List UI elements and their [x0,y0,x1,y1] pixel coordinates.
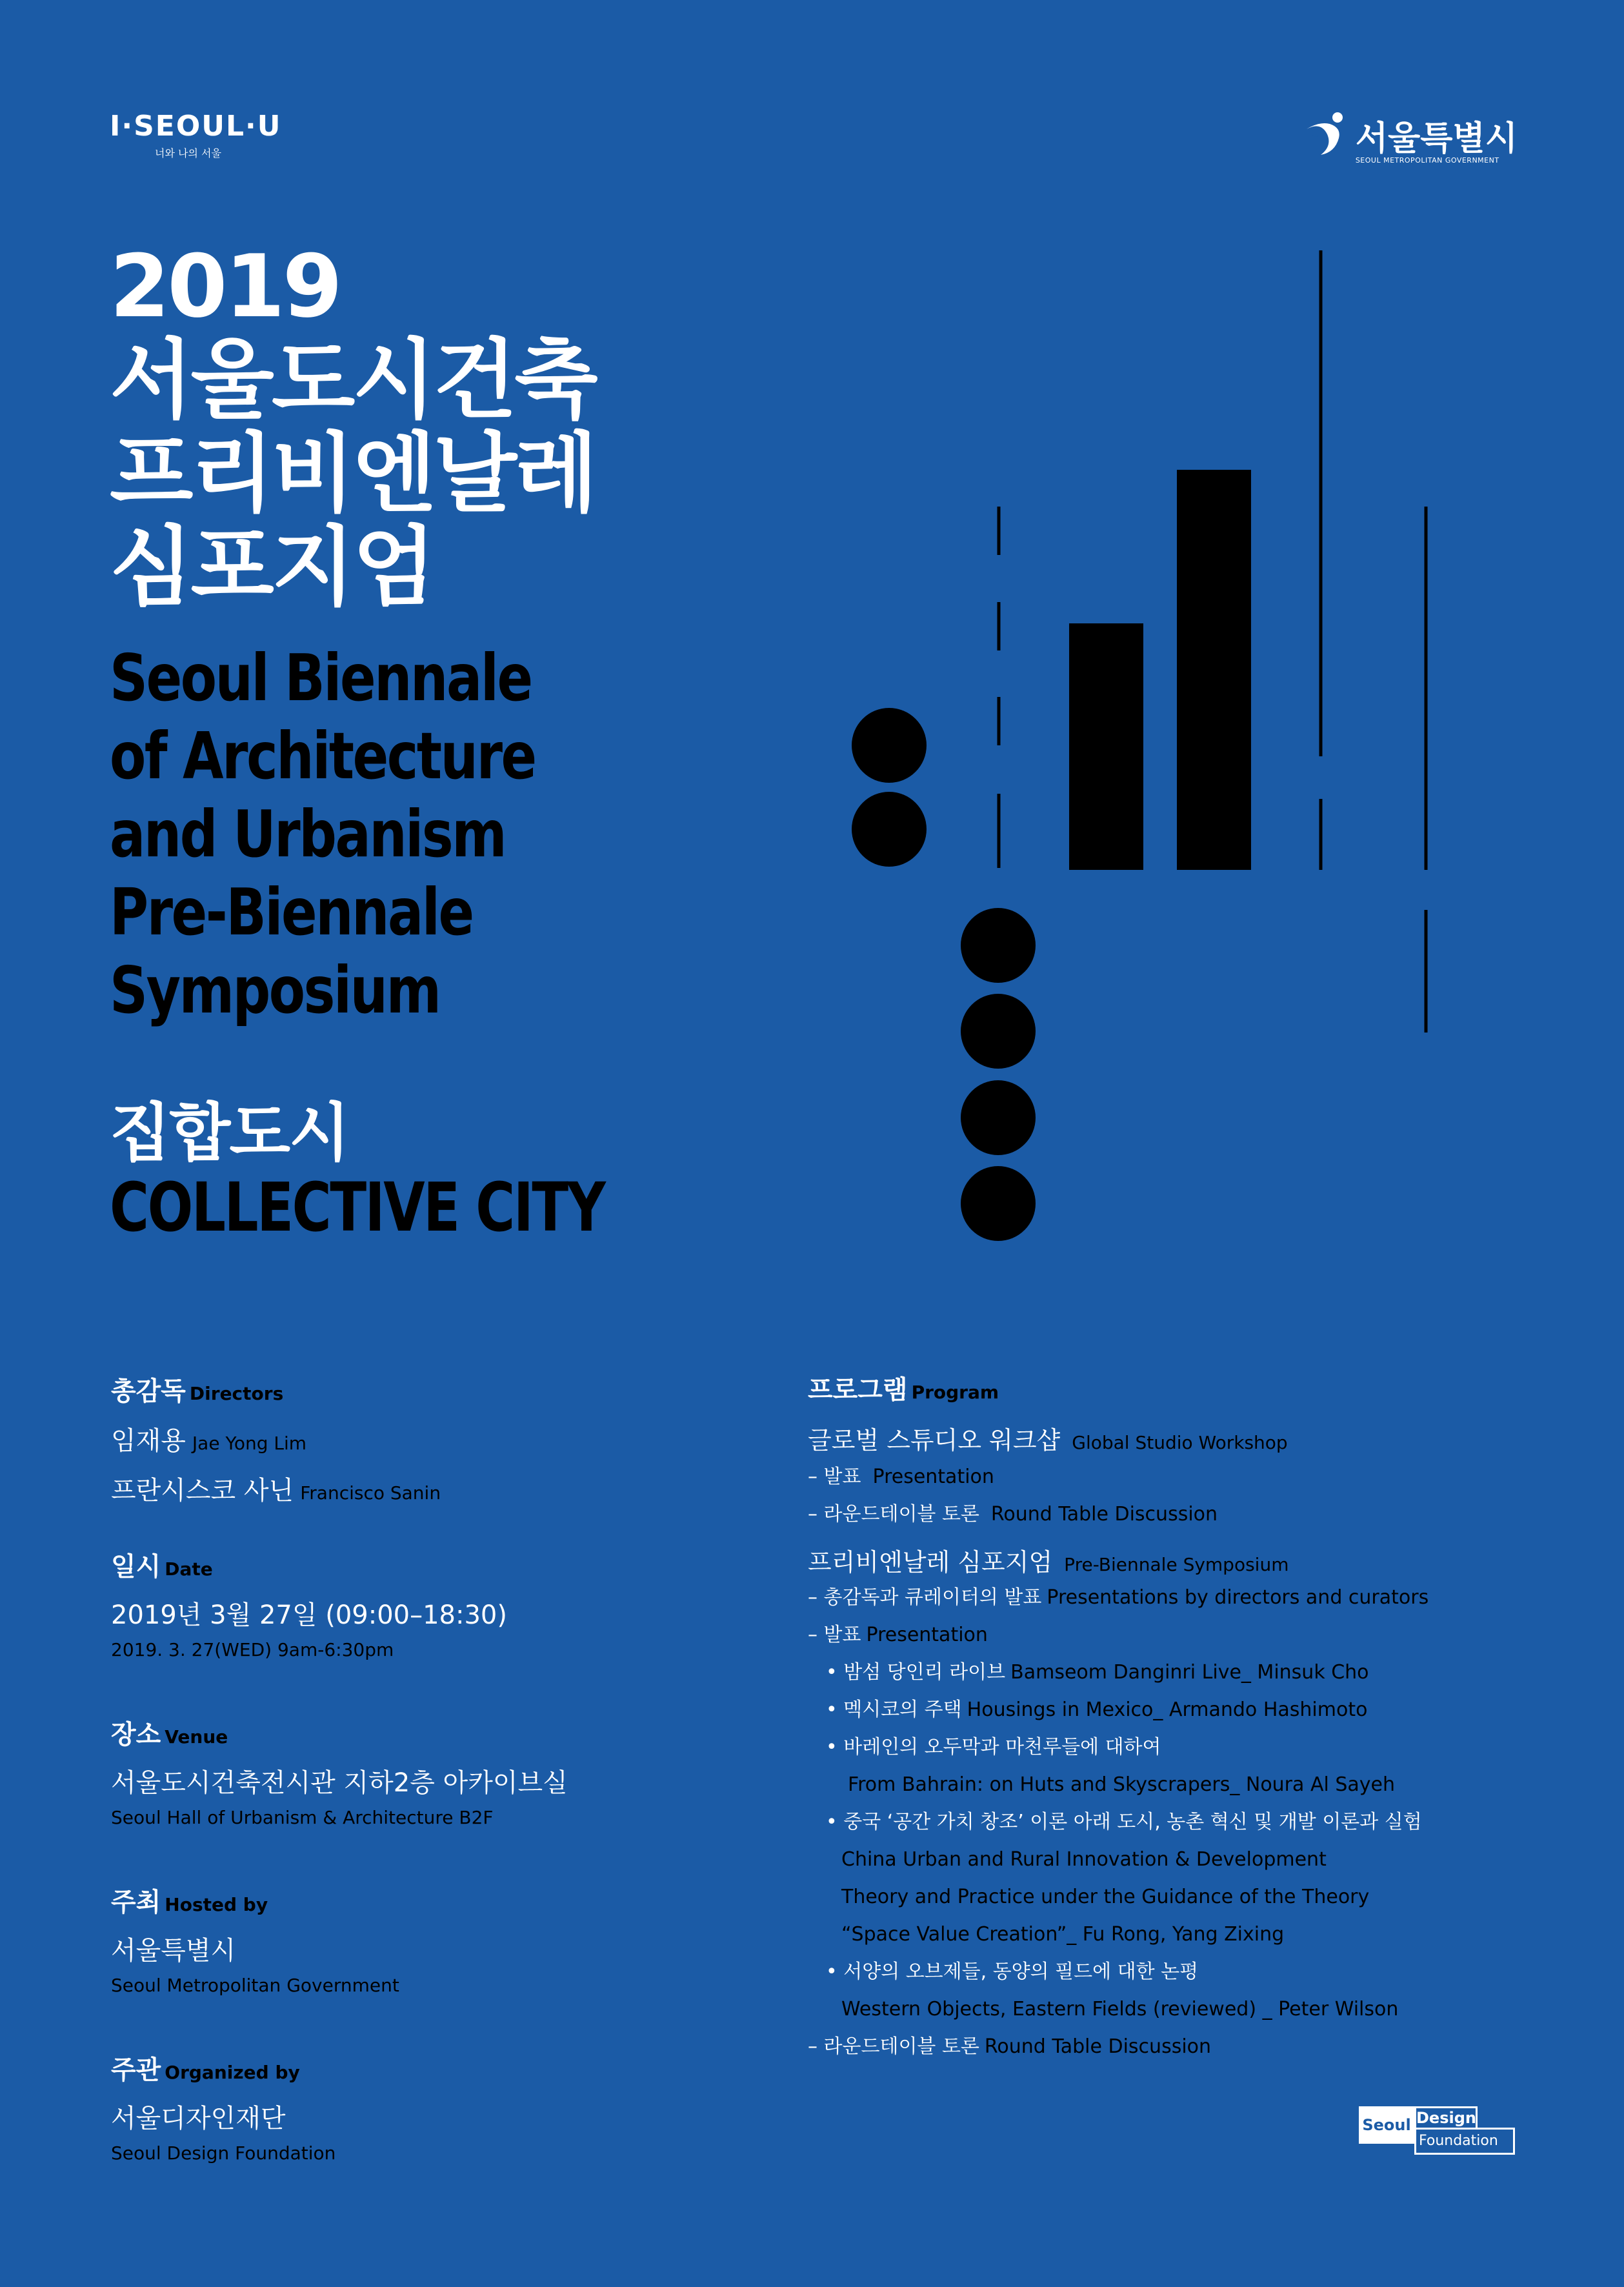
symposium-line-1 [808,1579,1550,1617]
symposium-heading-en: Pre-Biennale Symposium [1064,1554,1289,1575]
organizer-value-en: Seoul Design Foundation [111,2142,336,2164]
title-ko-line-2: 서울도시건축 [110,330,596,430]
director-1-en: Jae Yong Lim [192,1433,307,1454]
talk-1-en: Bamseom Danginri Live_ Minsuk Cho [1010,1661,1369,1684]
graphic-dot [961,908,1036,983]
graphic-dot [961,1080,1036,1155]
graphic-dot [852,708,927,783]
venue-heading-ko: 장소 [111,1720,161,1749]
abstract-graphic [839,245,1484,1252]
host-section [111,1882,399,1996]
program-section [808,1369,1550,2066]
date-heading-en: Date [165,1558,213,1580]
workshop-item-1-ko: – 발표 [808,1466,861,1488]
program-heading-en: Program [911,1382,999,1403]
talk-2-ko: • 멕시코의 주택 [826,1698,962,1721]
organizer-heading [111,2050,336,2086]
talk-2-en: Housings in Mexico_ Armando Hashimoto [967,1698,1368,1721]
organizer-section [111,2050,336,2164]
theme-ko: 집합도시 [110,1096,349,1170]
date-value-ko: 2019년 3월 27일 (09:00–18:30) [111,1600,507,1630]
title-en-line-1: Seoul Biennale [110,640,532,716]
program-heading [808,1369,1550,1406]
directors-heading [111,1371,441,1407]
workshop-item-2-en: Round Table Discussion [990,1503,1218,1526]
date-section [111,1546,507,1660]
symposium-line-2-ko: – 발표 [808,1624,861,1646]
organizer-value-ko: 서울디자인재단 [111,2104,286,2133]
seoul-city-name: 서울특별시 [1355,119,1518,158]
symposium-line-2-en: Presentation [866,1624,988,1646]
host-value-en: Seoul Metropolitan Government [111,1975,399,1996]
seoul-city-sub: SEOUL METROPOLITAN GOVERNMENT [1355,156,1499,165]
i-seoul-u-wordmark: I·SEOUL·U [110,110,282,143]
title-ko-line-1: 2019 [110,236,340,337]
graphic-bar [1069,623,1143,870]
host-heading-en: Hosted by [165,1894,268,1915]
talk-4-en-1: China Urban and Rural Innovation & Development [841,1848,1327,1871]
graphic-bar [1177,470,1251,870]
talk-1-ko: • 밤섬 당인리 라이브 [826,1661,1006,1684]
program-heading-ko: 프로그램 [808,1375,908,1405]
date-heading-ko: 일시 [111,1552,161,1582]
symposium-line-2 [808,1617,1550,1654]
venue-value-en: Seoul Hall of Urbanism & Architecture B2F [111,1807,494,1828]
workshop-item-1-en: Presentation [872,1466,994,1488]
date-value-en: 2019. 3. 27(WED) 9am-6:30pm [111,1639,394,1660]
workshop-item-2 [808,1496,1550,1533]
venue-section [111,1714,568,1828]
host-heading [111,1882,399,1919]
venue-heading-en: Venue [165,1726,228,1748]
director-1-ko: 임재용 [111,1426,186,1456]
title-korean [110,236,755,618]
workshop-item-2-ko: – 라운드테이블 토론 [808,1503,979,1526]
title-ko-line-4: 심포지엄 [110,517,434,618]
title-en-line-5: Symposium [110,952,440,1028]
i-seoul-u-logo [110,110,281,160]
title-ko-line-3: 프리비엔날레 [110,423,596,524]
talk-3-ko: • 바레인의 오두막과 마천루들에 대하여 [826,1736,1161,1758]
workshop-heading [808,1420,1550,1456]
talk-4-en-2: Theory and Practice under the Guidance of the Theory [841,1886,1370,1908]
sdf-logo-design: Design [1414,2106,1478,2128]
theme [110,1097,728,1245]
talk-5-en: Western Objects, Eastern Fields (reviewed) _ Peter Wilson [841,1998,1399,2020]
host-value-ko: 서울특별시 [111,1936,236,1966]
title-en-line-2: of Architecture [110,718,536,794]
symposium-line-1-en: Presentations by directors and curators [1047,1586,1429,1609]
theme-en: COLLECTIVE CITY [110,1168,605,1247]
date-heading [111,1546,507,1583]
graphic-dot [852,792,927,867]
venue-heading [111,1714,568,1751]
title-english [110,639,629,1029]
talk-3-en: From Bahrain: on Huts and Skyscrapers_ Noura Al Sayeh [848,1773,1395,1796]
graphic-dot [961,994,1036,1069]
directors-section [111,1371,441,1507]
symposium-line-3-ko: – 라운드테이블 토론 [808,2035,979,2058]
director-1 [111,1420,441,1457]
talk-1 [808,1654,1550,1691]
symposium-line-3 [808,2028,1550,2066]
symposium-line-1-ko: – 총감독과 큐레이터의 발표 [808,1586,1042,1609]
venue-value-ko: 서울도시건축전시관 지하2층 아카이브실 [111,1768,568,1798]
organizer-heading-en: Organized by [165,2062,300,2083]
symposium-line-3-en: Round Table Discussion [984,2035,1212,2058]
symposium-heading-ko: 프리비엔날레 심포지엄 [808,1548,1053,1577]
seoul-city-logo [1301,110,1518,165]
sdf-logo-seoul: Seoul [1359,2106,1414,2144]
title-en-line-3: and Urbanism [110,796,506,872]
talk-4-en-3: “Space Value Creation”_ Fu Rong, Yang Zixing [841,1923,1285,1946]
i-seoul-u-tagline: 너와 나의 서울 [155,147,221,159]
talk-2 [808,1691,1550,1729]
director-2 [111,1470,441,1507]
workshop-heading-en: Global Studio Workshop [1072,1432,1288,1453]
graphic-dot [961,1166,1036,1241]
directors-heading-en: Directors [189,1383,284,1404]
directors-heading-ko: 총감독 [111,1376,186,1406]
director-2-en: Francisco Sanin [300,1482,441,1504]
workshop-item-1 [808,1458,1550,1496]
host-heading-ko: 주최 [111,1888,161,1917]
organizer-heading-ko: 주관 [111,2055,161,2085]
talk-4-ko: • 중국 ‘공간 가치 창조’ 이론 아래 도시, 농촌 혁신 및 개발 이론과 실험 [826,1811,1422,1833]
workshop-heading-ko: 글로벌 스튜디오 워크샵 [808,1426,1061,1455]
symposium-heading [808,1542,1550,1578]
director-2-ko: 프란시스코 사닌 [111,1476,294,1506]
sdf-logo-foundation: Foundation [1414,2128,1515,2155]
seoul-city-emblem-icon [1301,110,1352,160]
talk-5-ko: • 서양의 오브제들, 동양의 필드에 대한 논평 [826,1960,1199,1983]
title-en-line-4: Pre-Biennale [110,874,473,950]
